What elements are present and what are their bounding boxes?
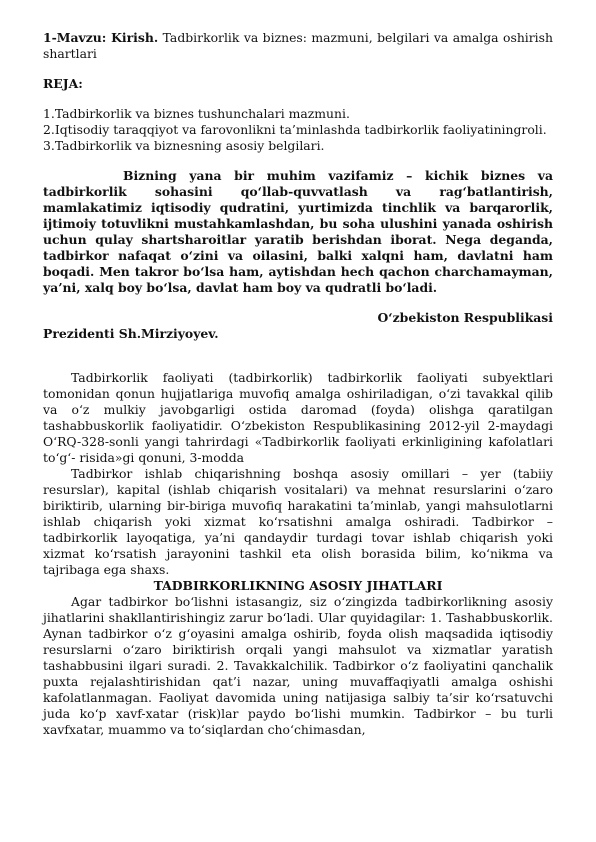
topic-title: Tadbirkorlik va biznes: mazmuni, belgilari va amalga oshirish shartlari [43,30,553,61]
section-heading: TADBIRKORLIKNING ASOSIY JIHATLARI [153,578,443,593]
document-page [43,30,553,738]
plan-heading: REJA: [43,76,83,91]
epigraph-author-line1: O‘zbekiston Respublikasi [377,310,553,325]
topic-title-line [43,30,553,62]
topic-label: 1-Mavzu: Kirish. [43,30,159,45]
plan-item: 3.Tadbirkorlik va biznesning asosiy belgilari. [43,138,325,153]
body-paragraph-2: Tadbirkor ishlab chiqarishning boshqa asosiy omillari – yer (tabiiy resurslar), kapital (ishlab chiqarish vositalari) va mehnat resurslarini o‘zaro biriktirib, ularning bir-biriga muvofiq harakatini ta’minlab, yangi mahsulotlarni ishlab chiqarish yoki xizmat ko‘rsatishni amalga oshiradi. Tadbirkor – tadbirkorlik layoqatiga, ya’ni qandaydir turdagi tovar ishlab chiqarish yoki xizmat ko‘rsatish jarayonini tashkil eta olish borasida bilim, ko‘nikma va tajribaga ega shaxs. [43,466,553,577]
plan-list [43,106,553,154]
epigraph-quote: Bizning yana bir muhim vazifamiz – kichik biznes va tadbirkorlik sohasini qo‘llab-quvvatlash va rag‘batlantirish, mamlakatimiz iqtisodiy qudratini, yurtimizda tinchlik va barqarorlik, ijtimoiy totuvlikni mustahkamlashdan, bu soha ulushini yanada oshirish uchun qulay shartsharoitlar yaratib berishdan iborat. Nega deganda, tadbirkor nafaqat o‘zini va oilasini, balki xalqni ham, davlatni ham boqadi. Men takror bo‘lsa ham, aytishdan hech qachon charchamayman, ya’ni, xalq boy bo‘lsa, davlat ham boy va qudratli bo‘ladi. [43,168,553,295]
body-paragraph-3: Agar tadbirkor bo‘lishni istasangiz, siz o‘zingizda tadbirkorlikning asosiy jihatlarini shakllantirishingiz zarur bo‘ladi. Ular quyidagilar: 1. Tashabbuskorlik. Aynan tadbirkor o‘z g‘oyasini amalga oshirib, foyda olish maqsadida iqtisodiy resurslarni o‘zaro biriktirish orqali yangi mahsulot va xizmatlar yaratish tashabbusini ilgari suradi. 2. Tavakkalchilik. Tadbirkor o‘z faoliyatini qanchalik puxta rejalashtirishidan qat’i nazar, uning muvaffaqiyatli amalga oshishi kafolatlanmagan. Faoliyat davomida uning natijasiga salbiy ta’sir ko‘rsatuvchi juda ko‘p xavf-xatar (risk)lar paydo bo‘lishi mumkin. Tadbirkor – bu turli xavfxatar, muammo va to‘siqlardan cho‘chimasdan, [43,594,553,737]
epigraph-author-line2: Prezidenti Sh.Mirziyoyev. [43,326,219,341]
plan-item: 1.Tadbirkorlik va biznes tushunchalari mazmuni. [43,106,350,121]
plan-item: 2.Iqtisodiy taraqqiyot va farovonlikni ta’minlashda tadbirkorlik faoliyatiningroli. [43,122,547,137]
body-paragraph-1: Tadbirkorlik faoliyati (tadbirkorlik) tadbirkorlik faoliyati subyektlari tomonidan qonun hujjatlariga muvofiq amalga oshiriladigan, o‘zi tavakkal qilib va o‘z mulkiy javobgarligi ostida daromad (foyda) olishga qaratilgan tashabbuskorlik faoliyatidir. O‘zbekiston Respublikasining 2012-yil 2-maydagi O‘RQ-328-sonli yangi tahrirdagi «Tadbirkorlik faoliyati erkinligining kafolatlari to‘g‘- risida»gi qonuni, 3-modda [43,370,553,465]
